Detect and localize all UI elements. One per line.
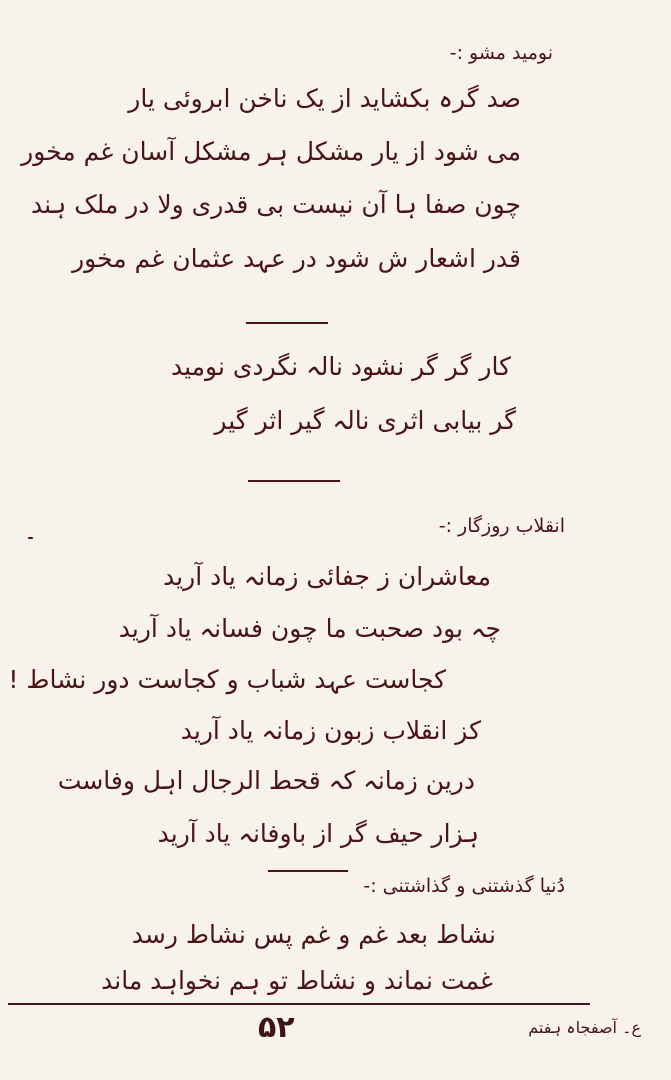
verse-line: چہ بود صحبت ما چون فسانہ یاد آرید [118,614,501,643]
verse-line: نشاط بعد غم و غم پس نشاط رسد [131,920,496,949]
section-heading: دُنیا گذشتنی و گذاشتنی :- [363,875,565,897]
ink-speck [28,537,33,539]
verse-line: درین زمانہ کہ قحط الرجال اہل وفاست [57,766,475,795]
verse-line: چون صفا ہا آن نیست بی قدری ولا در ملک ہند [30,190,521,219]
footnote: ع۔ آصفجاہ ہفتم [528,1018,641,1037]
verse-line: غمت نماند و نشاط تو ہم نخواہد ماند [101,966,493,995]
section-heading: نومید مشو :- [449,42,553,64]
verse-line: ہزار حیف گر از باوفانہ یاد آرید [157,819,479,848]
page-number: ۵۲ [258,1010,295,1045]
verse-line: قدر اشعار ش شود در عہد عثمان غم مخور [72,244,521,273]
separator-line [246,322,328,324]
verse-line: می شود از یار مشکل ہر مشکل آسان غم مخور [21,137,521,166]
section-heading: انقلاب روزگار :- [438,515,565,537]
verse-line: گر بیابی اثری نالہ گیر اثر گیر [214,406,516,435]
verse-line: کز انقلاب زبون زمانہ یاد آرید [180,716,481,745]
verse-line: صد گرہ بکشاید از یک ناخن ابروئی یار [128,84,521,113]
separator-line [268,870,348,872]
verse-line: کار گر گر نشود نالہ نگردی نومید [170,352,511,381]
footer-rule [8,1003,590,1005]
verse-line: معاشران ز جفائی زمانہ یاد آرید [163,562,491,591]
verse-line: کجاست عہد شباب و کجاست دور نشاط ! [8,665,446,694]
separator-line [248,480,340,482]
